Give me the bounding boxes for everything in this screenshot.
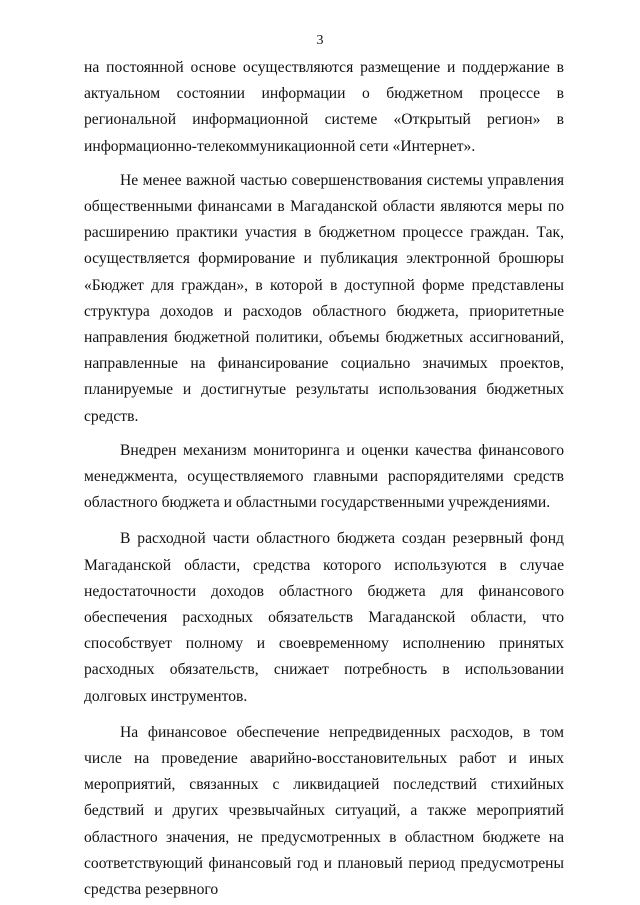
paragraph-unforeseen-expenses: На финансовое обеспечение непредвиденных расходов, в том числе на проведение аварийно-восстановительных работ и иных мероприятий, связанных с ликвидацией последствий стихийных бедствий и других чрезвычайных ситуаций, а также мероприятий областного значения, не предусмотренных в областном бюджете на соответствующий финансовый год и плановый период предусмотрены средства резервного: [84, 723, 564, 899]
paragraph-continuation: на постоянной основе осуществляются размещение и поддержание в актуальном состоянии информации о бюджетном процессе в региональной информационной системе «Открытый регион» в информационно-телекоммуникационной сети «Интернет».: [84, 59, 564, 155]
paragraph-citizens-budget: Не менее важной частью совершенствования системы управления общественными финансами в Магаданской области являются меры по расширению практики участия в бюджетном процессе граждан. Так, осуществляется формирование и публикация электронной брошюры «Бюджет для граждан», в которой в доступной форме представлены структура доходов и расходов областного бюджета, приоритетные направления бюджетной политики, объемы бюджетных ассигнований, направленные на финансирование социально значимых проектов, планируемые и достигнутые результаты использования бюджетных средств.: [84, 171, 564, 425]
paragraph-monitoring: Внедрен механизм мониторинга и оценки качества финансового менеджмента, осуществляемого главными распорядителями средств областного бюджета и областными государственными учреждениями.: [84, 441, 564, 512]
paragraph-reserve-fund: В расходной части областного бюджета создан резервный фонд Магаданской области, средства которого используются в случае недостаточности доходов областного бюджета для финансового обеспечения расходных обязательств Магаданской области, что способствует полному и своевременному исполнению принятых расходных обязательств, снижает потребность в использовании долговых инструментов.: [84, 530, 564, 705]
document-body: [84, 55, 564, 903]
page-number: 3: [316, 33, 324, 48]
